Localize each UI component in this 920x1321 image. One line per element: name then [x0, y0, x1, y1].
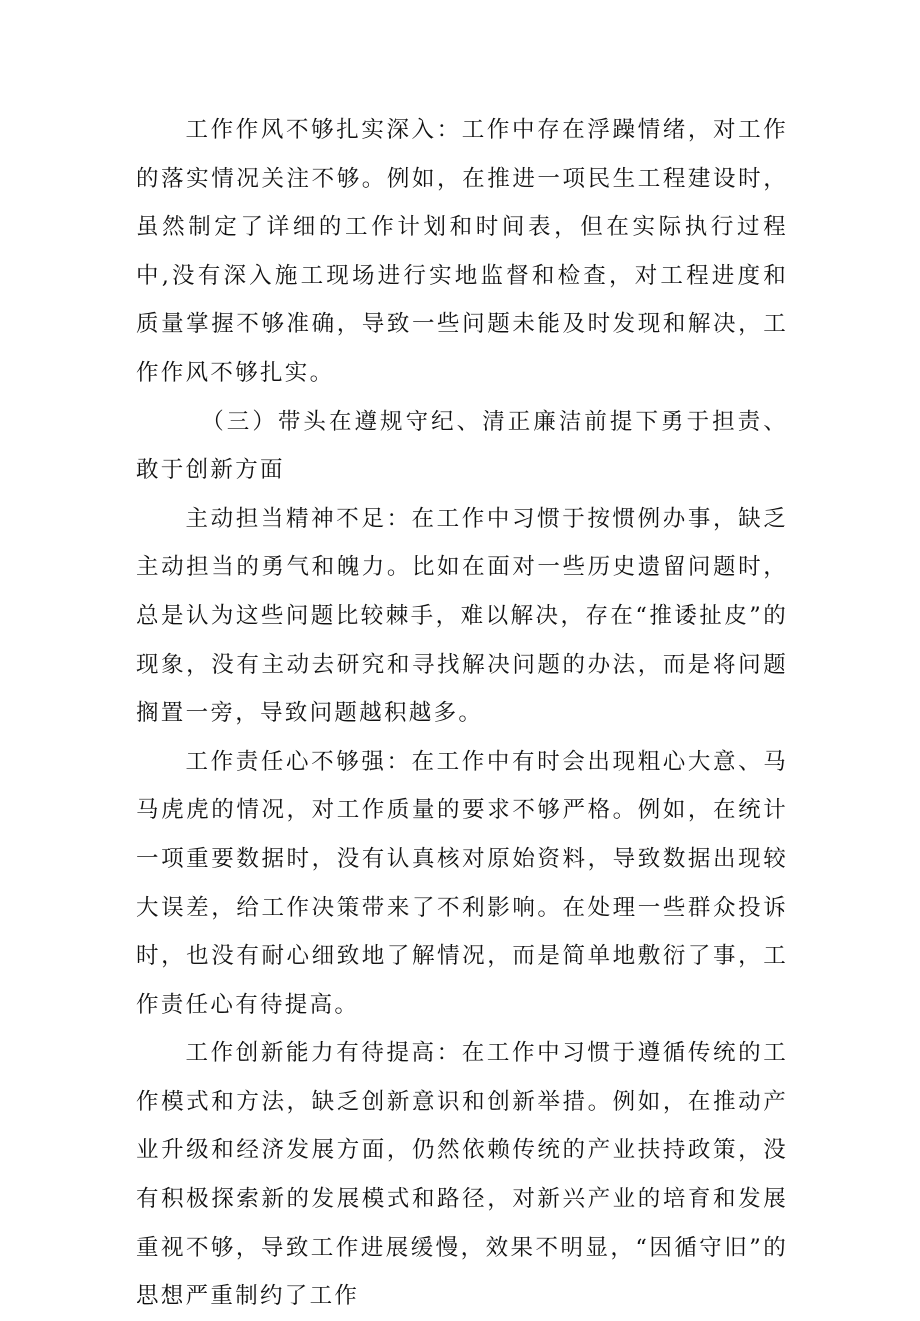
paragraph-work-style: 工作作风不够扎实深入：工作中存在浮躁情绪，对工作的落实情况关注不够。例如，在推进一项民生工程建设时，虽然制定了详细的工作计划和时间表，但在实际执行过程中,没有深入施工现场进行实地监督和检查，对工程进度和质量掌握不够准确，导致一些问题未能及时发现和解决，工作作风不够扎实。 [136, 117, 788, 386]
section-heading-three: （三）带头在遵规守纪、清正廉洁前提下勇于担责、敢于创新方面 [136, 408, 788, 484]
paragraph-initiative: 主动担当精神不足：在工作中习惯于按惯例办事，缺乏主动担当的勇气和魄力。比如在面对一些历史遗留问题时，总是认为这些问题比较棘手，难以解决，存在“推诿扯皮”的现象，没有主动去研究和寻找解决问题的办法，而是将问题搁置一旁，导致问题越积越多。 [136, 505, 788, 727]
paragraph-innovation: 工作创新能力有待提高：在工作中习惯于遵循传统的工作模式和方法，缺乏创新意识和创新举措。例如，在推动产业升级和经济发展方面，仍然依赖传统的产业扶持政策，没有积极探索新的发展模式和路径，对新兴产业的培育和发展重视不够，导致工作进展缓慢，效果不明显，“因循守旧”的思想严重制约了工作 [136, 1040, 788, 1310]
document-body [136, 106, 788, 1321]
paragraph-responsibility: 工作责任心不够强：在工作中有时会出现粗心大意、马马虎虎的情况，对工作质量的要求不够严格。例如，在统计一项重要数据时，没有认真核对原始资料，导致数据出现较大误差，给工作决策带来了不利影响。在处理一些群众投诉时，也没有耐心细致地了解情况，而是简单地敷衍了事，工作责任心有待提高。 [136, 748, 788, 1018]
